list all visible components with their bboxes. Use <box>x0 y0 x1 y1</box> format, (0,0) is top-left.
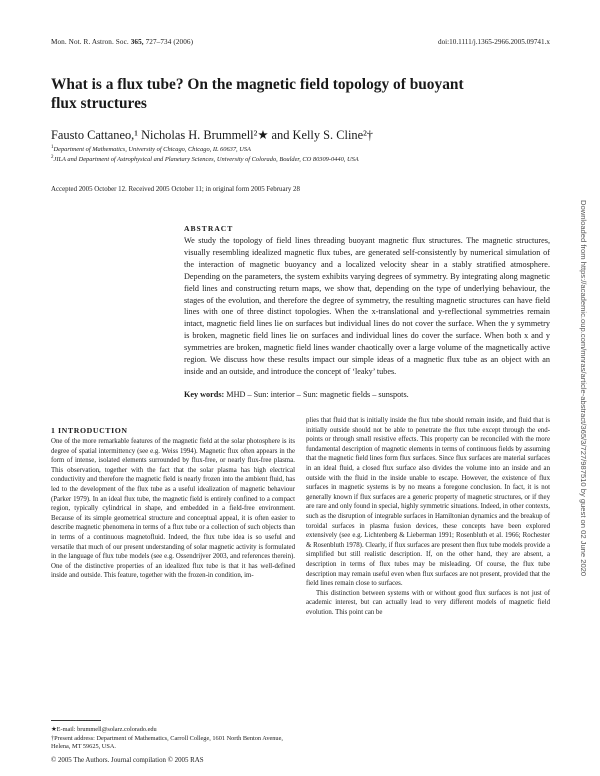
journal-pages-year: 727–734 (2006) <box>145 38 194 46</box>
affiliation-mark: 1 <box>51 145 54 150</box>
footnote-divider <box>51 720 101 721</box>
footnote-email: ★E-mail: brummell@solarz.colorado.edu <box>51 726 157 733</box>
body-column-right <box>306 416 550 617</box>
author-list: Fausto Cattaneo,¹ Nicholas H. Brummell²★ and Kelly S. Cline²† <box>51 128 373 142</box>
received-accepted-dates: Accepted 2005 October 12. Received 2005 October 11; in original form 2005 February 28 <box>51 186 300 193</box>
journal-name: Mon. Not. R. Astron. Soc. <box>51 38 129 46</box>
body-paragraph: plies that fluid that is initially inside the flux tube should remain inside, and fluid that is initially outside should not be able to penetrate the flux tube except through the end-points or through small resistive effects. This property can be reconciled with the more fundamental description of magnetic elements in terms of continuous fields by assuming that the magnetic field lines form flux surfaces. Since flux surfaces are material surfaces in an ideal fluid, a closed flux surface also divides the volume into an inside and an outside with the fluid in the inside unable to escape. However, the existence of flux surfaces in magnetic systems is by no means a foregone conclusion. In fact, it is not generally known if flux surfaces are a generic property of magnetic structures, or if they are rare and only found in special, highly symmetric situations. Indeed, in other contexts, such as the disruption of integrable surfaces in Hamiltonian dynamics and the breakup of toroidal surfaces in plasma fusion devices, these concepts have been explored extensively (see e.g. Lichtenberg & Lieberman 1991; Rosenbluth et al. 1966; Rochester & Rosenbluth 1978). Clearly, if flux surfaces are present then flux tube models provide a simplified but still realistic description. If, on the other hand, they are absent, a description in terms of flux tubes may be misleading. Of course, the flux tube description may remain useful even when flux surfaces are not present, provided that the field lines remain close to surfaces. <box>306 417 550 588</box>
paper-title: What is a flux tube? On the magnetic field topology of buoyant flux structures <box>51 76 464 112</box>
doi[interactable]: doi:10.1111/j.1365-2966.2005.09741.x <box>437 38 550 46</box>
keywords-label: Key words: <box>184 390 225 399</box>
affiliation-mark: 2 <box>51 155 54 160</box>
footnote-address: †Present address: Department of Mathematics, Carroll College, 1601 North Benton Avenue, Helena, MT 59625, USA. <box>51 734 283 751</box>
body-column-left <box>51 437 295 581</box>
journal-volume: 365, <box>130 38 144 46</box>
affiliation-2 <box>51 154 359 164</box>
copyright-line: © 2005 The Authors. Journal compilation © 2005 RAS <box>51 757 204 764</box>
affiliation-1 <box>51 144 251 154</box>
download-watermark <box>577 200 589 580</box>
journal-reference <box>51 38 193 46</box>
footnotes <box>51 726 295 752</box>
keywords <box>184 390 409 399</box>
affiliation-text: JILA and Department of Astrophysical and Planetary Sciences, University of Colorado, Boulder, CO 80309-0440, USA <box>53 156 359 164</box>
abstract-heading: ABSTRACT <box>184 224 234 233</box>
section-heading-introduction: 1 INTRODUCTION <box>51 426 128 435</box>
download-note-text: Downloaded from https://academic.oup.com/mnras/article-abstract/365/3/727/987510 by guest on 02 June 2020 <box>579 200 588 577</box>
affiliation-text: Department of Mathematics, University of Chicago, Chicago, IL 60637, USA <box>53 146 251 154</box>
abstract-text: We study the topology of field lines threading buoyant magnetic flux structures. The magnetic structures, visually resembling idealized magnetic flux tubes, are generated self-consistently by numerical simulation of the interaction of magnetic buoyancy and a localized velocity shear in a stably stratified atmosphere. Depending on the parameters, the system exhibits varying degrees of symmetry. By integrating along magnetic field lines and constructing return maps, we show that, depending on the type of underlying behaviour, the stages of the evolution, and therefore the degree of symmetry, the resulting magnetic structures can have field lines with one of three distinct topologies. When the x-translational and y-reflectional symmetries remain intact, magnetic field lines lie on surfaces but individual lines do not cover the surface. When the y symmetry is broken, magnetic field lines lie on surfaces and individual lines do cover the surface. When both x and y symmetries are broken, magnetic field lines wander chaotically over a large volume of the magnetically active region. We discuss how these results impact our simple ideas of a magnetic flux tube as an object with an inside and an outside, and introduce the concept of ‘leaky’ tubes. <box>184 236 550 376</box>
body-paragraph: One of the more remarkable features of the magnetic field at the solar photosphere is its degree of spatial intermittency (see e.g. Weiss 1994). Magnetic flux often appears in the form of intense, isolated elements surrounded by flux-free, or nearly flux-free plasma. This observation, together with the fact that the solar plasma has high electrical conductivity and therefore the magnetic field is nearly frozen into the ambient fluid, has led to the development of the flux tube as a useful idealization of magnetic behaviour (Parker 1979). In an ideal flux tube, the magnetic field is entirely confined to a compact region, typically cylindrical in shape, and embedded in a field-free environment. Because of its simple geometrical structure and conceptual appeal, it is often easier to describe magnetic phenomena in terms of a flux tube or a collection of such objects than in terms of a continuous magnetofluid. Indeed, the flux tube idea is so useful and versatile that much of our present understanding of solar magnetic activity is formulated in the language of flux tube models (see e.g. Ossendrijver 2003, and references therein). One of the distinctive properties of an idealized flux tube is that it has well-defined inside and outside. This feature, together with the frozen-in condition, im- <box>51 438 295 580</box>
keywords-text: MHD – Sun: interior – Sun: magnetic fields – sunspots. <box>226 390 409 399</box>
body-paragraph: This distinction between systems with or without good flux surfaces is not just of academic interest, but can actually lead to very different models of magnetic field evolution. This point can be <box>306 589 550 616</box>
